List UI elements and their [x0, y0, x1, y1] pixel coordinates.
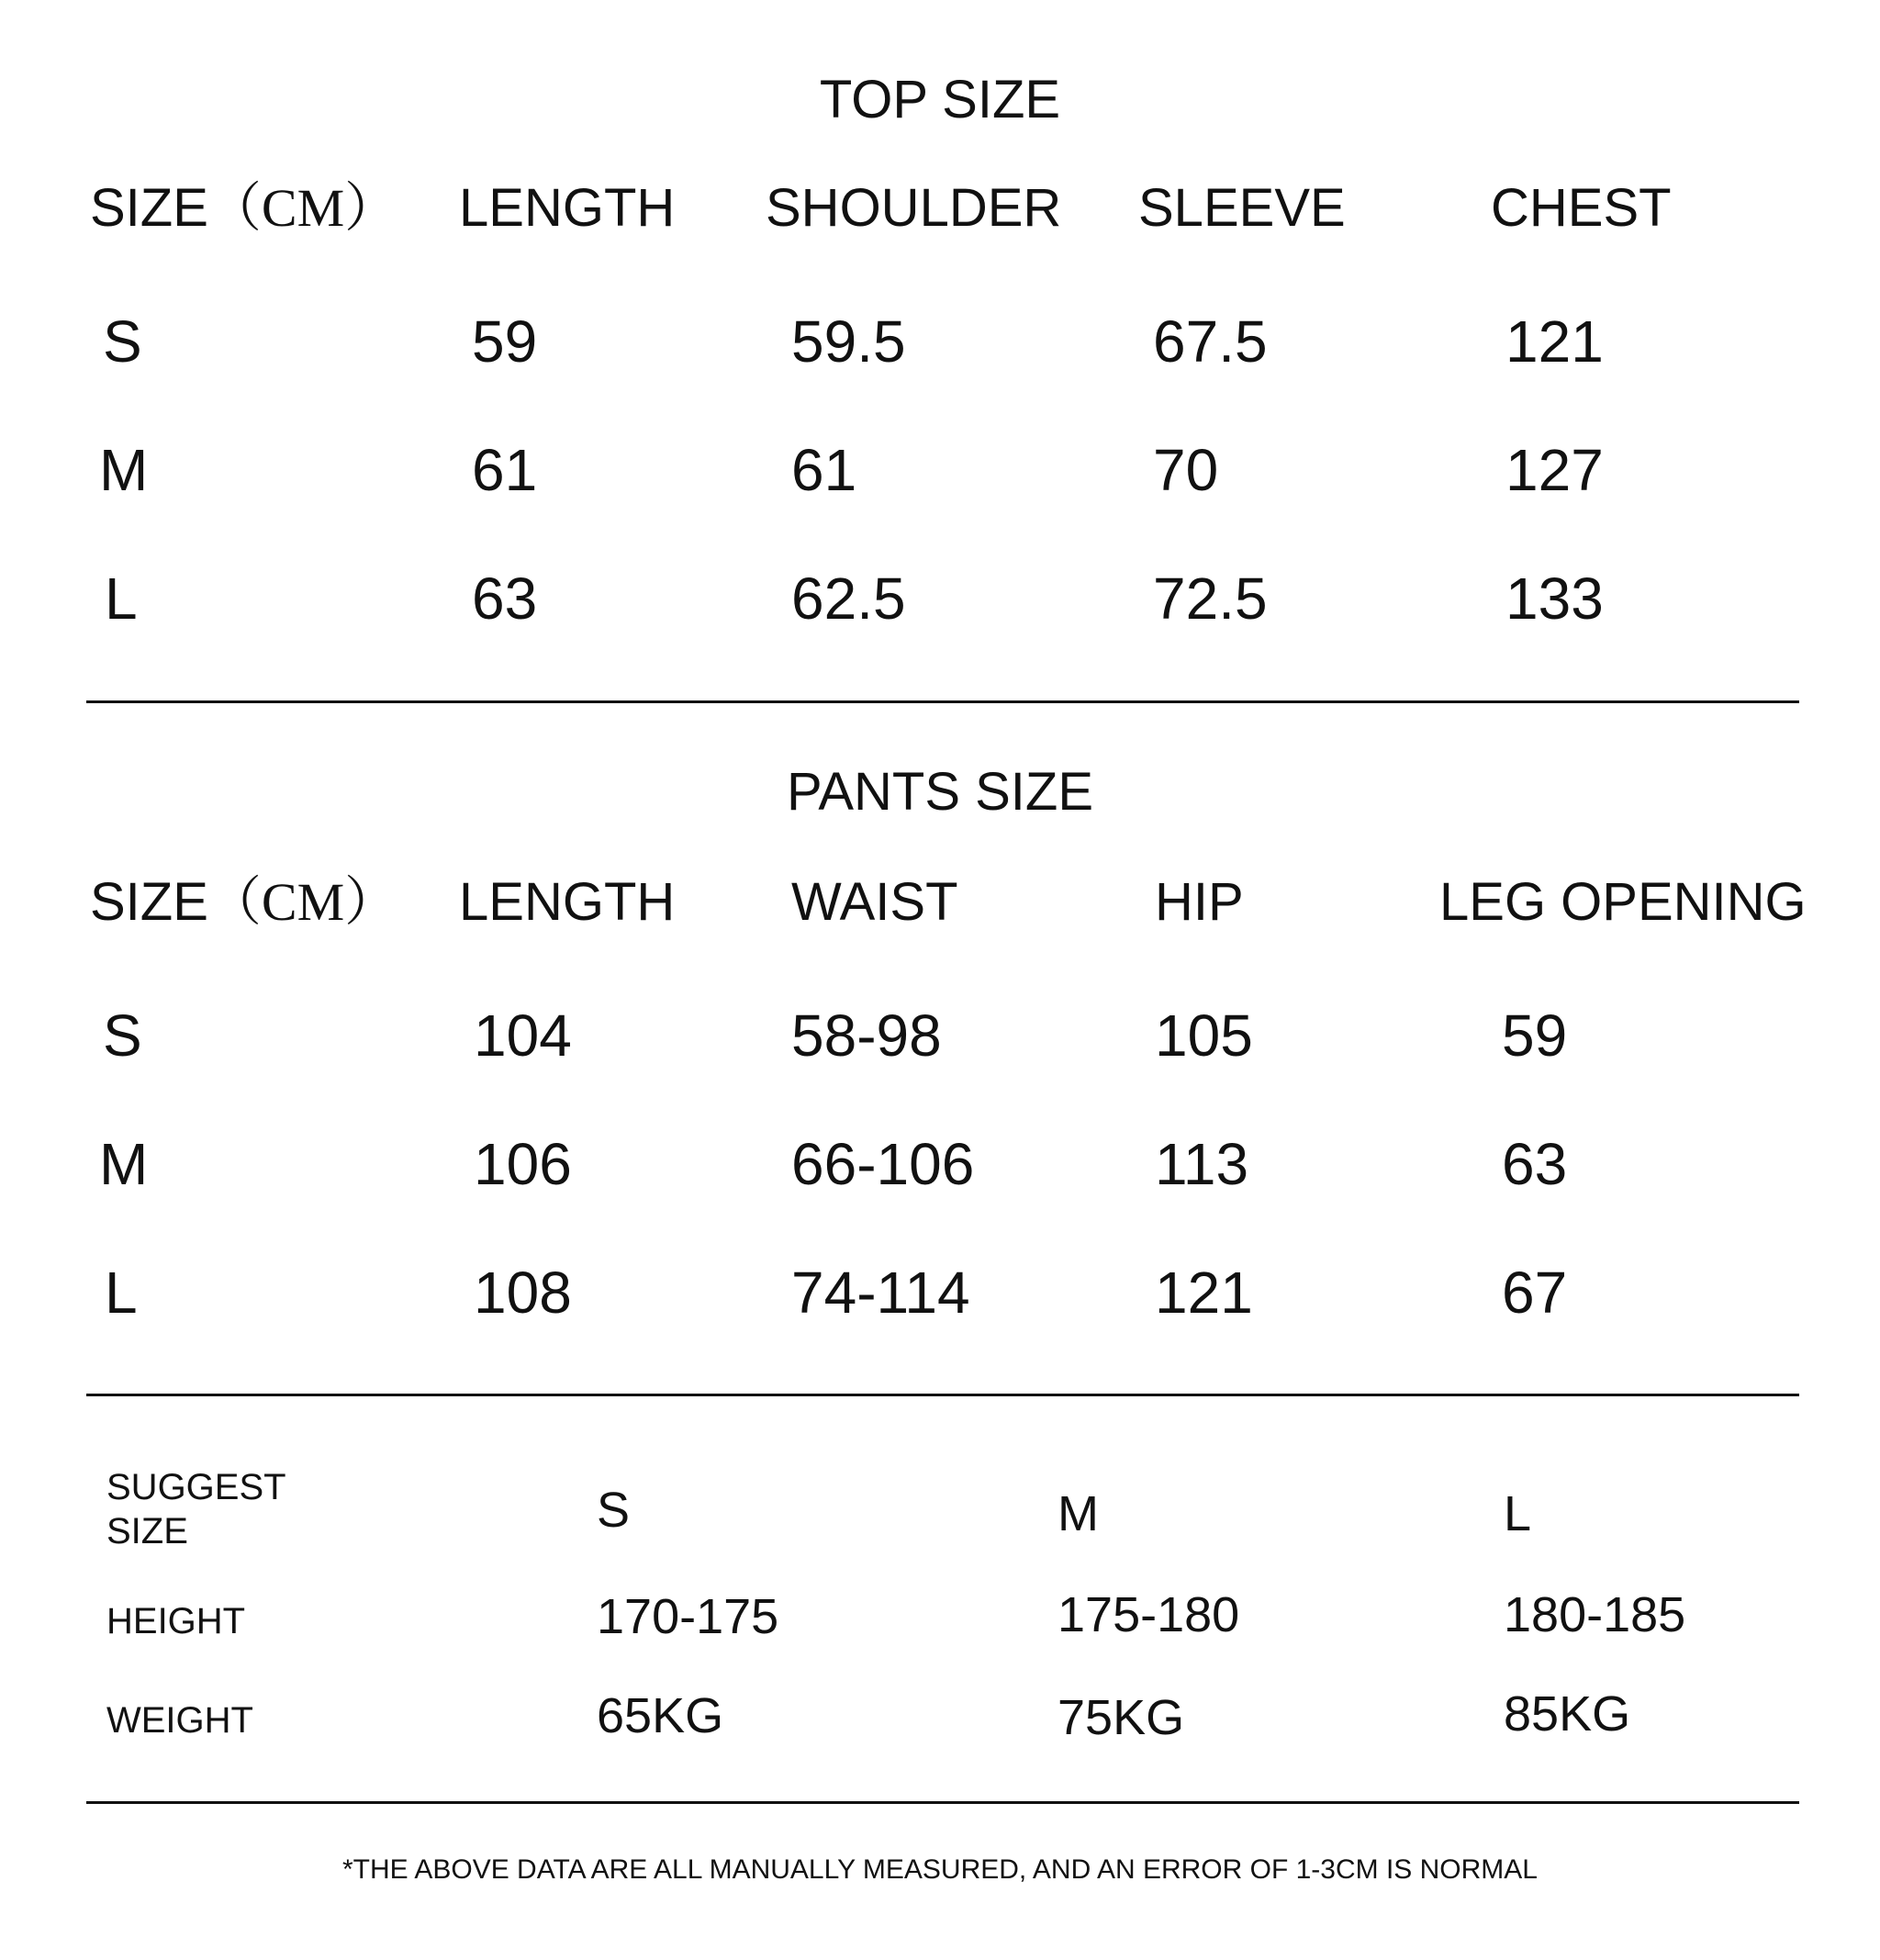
weight-s: 65KG [597, 1688, 724, 1743]
pants-cell-waist: 74-114 [791, 1260, 970, 1326]
pants-cell-waist: 58-98 [791, 1002, 942, 1069]
top-cell-size: S [103, 308, 142, 375]
top-header-unit: （CM） [207, 178, 398, 238]
section-divider-suggest [86, 1801, 1799, 1804]
top-cell-length: 63 [472, 566, 538, 632]
pants-cell-size: S [103, 1002, 142, 1069]
top-header-shoulder: SHOULDER [766, 178, 1062, 238]
top-size-title: TOP SIZE [819, 70, 1061, 129]
pants-header-waist: WAIST [791, 872, 958, 932]
height-l: 180-185 [1504, 1587, 1686, 1642]
top-cell-chest: 127 [1505, 437, 1604, 503]
pants-cell-hip: 105 [1155, 1002, 1253, 1069]
section-divider-pants [86, 1394, 1799, 1396]
pants-cell-size: M [99, 1131, 149, 1197]
top-cell-chest: 133 [1505, 566, 1604, 632]
top-cell-shoulder: 62.5 [791, 566, 906, 632]
pants-cell-waist: 66-106 [791, 1131, 975, 1197]
top-cell-chest: 121 [1505, 308, 1604, 375]
pants-cell-leg-opening: 59 [1502, 1002, 1568, 1069]
top-header-length: LENGTH [459, 178, 676, 238]
pants-cell-size: L [105, 1260, 138, 1326]
pants-header-hip: HIP [1155, 872, 1244, 932]
suggest-size-l: L [1504, 1486, 1532, 1541]
pants-header-unit: （CM） [207, 872, 398, 932]
top-cell-shoulder: 61 [791, 437, 857, 503]
top-header-sleeve: SLEEVE [1138, 178, 1346, 238]
top-cell-size: M [99, 437, 149, 503]
pants-cell-leg-opening: 63 [1502, 1131, 1568, 1197]
pants-header-leg-opening: LEG OPENING [1439, 872, 1807, 932]
pants-size-title: PANTS SIZE [786, 762, 1094, 822]
height-m: 175-180 [1058, 1587, 1240, 1642]
pants-header-size [90, 872, 398, 932]
pants-header-size-label: SIZE [90, 872, 208, 932]
pants-cell-length: 106 [474, 1131, 572, 1197]
measurement-note: *THE ABOVE DATA ARE ALL MANUALLY MEASURED, AND AN ERROR OF 1-3CM IS NORMAL [341, 1854, 1538, 1885]
pants-cell-length: 104 [474, 1002, 572, 1069]
pants-cell-hip: 121 [1155, 1260, 1253, 1326]
pants-cell-leg-opening: 67 [1502, 1260, 1568, 1326]
height-s: 170-175 [597, 1589, 779, 1644]
top-header-size [90, 178, 398, 238]
pants-cell-hip: 113 [1155, 1131, 1249, 1197]
suggest-size-s: S [597, 1483, 631, 1538]
top-header-size-label: SIZE [90, 178, 208, 238]
section-divider-top [86, 700, 1799, 703]
suggest-size-label [106, 1465, 286, 1553]
top-cell-sleeve: 72.5 [1153, 566, 1268, 632]
top-cell-length: 59 [472, 308, 538, 375]
pants-cell-length: 108 [474, 1260, 572, 1326]
top-header-chest: CHEST [1491, 178, 1672, 238]
suggest-size-label-line2: SIZE [106, 1511, 188, 1551]
top-cell-length: 61 [472, 437, 538, 503]
suggest-size-m: M [1058, 1486, 1099, 1541]
height-label: HEIGHT [106, 1601, 246, 1641]
top-cell-size: L [105, 566, 138, 632]
top-cell-shoulder: 59.5 [791, 308, 906, 375]
weight-m: 75KG [1058, 1690, 1185, 1745]
weight-l: 85KG [1504, 1686, 1631, 1742]
suggest-size-label-line1: SUGGEST [106, 1467, 286, 1507]
top-cell-sleeve: 67.5 [1153, 308, 1268, 375]
top-cell-sleeve: 70 [1153, 437, 1219, 503]
weight-label: WEIGHT [106, 1700, 253, 1741]
pants-header-length: LENGTH [459, 872, 676, 932]
